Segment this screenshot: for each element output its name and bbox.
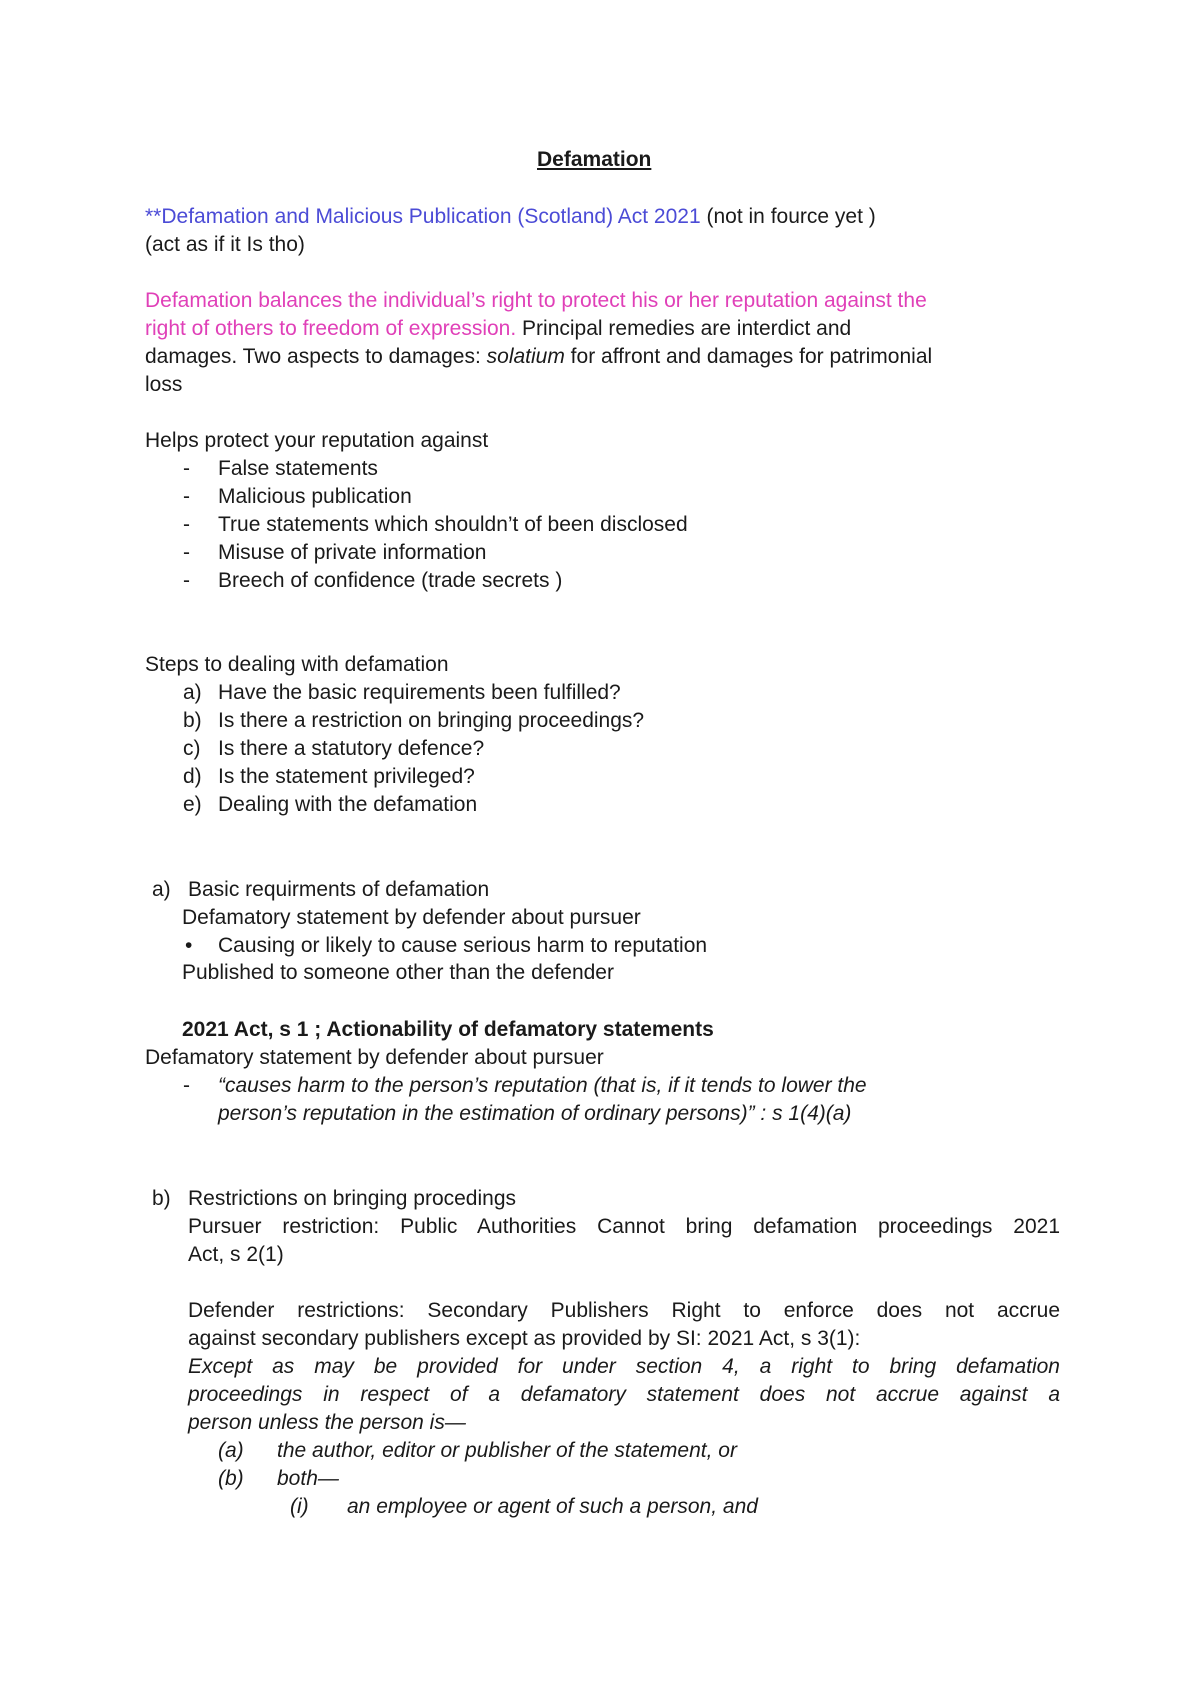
intro-highlight: right of others to freedom of expression. bbox=[145, 317, 517, 340]
intro-remedies: Principal remedies are interdict and bbox=[516, 317, 852, 340]
steps-marker: e) bbox=[183, 793, 202, 816]
steps-item: Is there a restriction on bringing proceedings? bbox=[218, 709, 645, 732]
protect-bullet: - bbox=[183, 513, 190, 536]
section-a-bullet-text: Causing or likely to cause serious harm to reputation bbox=[218, 934, 708, 957]
act-s1-quote-2: person’s reputation in the estimation of ordinary persons)” : s 1(4)(a) bbox=[218, 1102, 852, 1125]
steps-marker: c) bbox=[183, 737, 201, 760]
page-title: Defamation bbox=[537, 148, 652, 171]
intro-line-1: Defamation balances the individual’s right to protect his or her reputation against the bbox=[145, 289, 927, 312]
intro-solatium: solatium bbox=[486, 345, 565, 368]
steps-heading: Steps to dealing with defamation bbox=[145, 653, 449, 676]
protect-bullet: - bbox=[183, 457, 190, 480]
steps-item: Dealing with the defamation bbox=[218, 793, 478, 816]
act-s1-heading: 2021 Act, s 1 ; Actionability of defamatory statements bbox=[182, 1018, 714, 1041]
intro-line-4: loss bbox=[145, 373, 183, 396]
act-s1-dash: - bbox=[183, 1074, 190, 1097]
steps-item: Have the basic requirements been fulfilled? bbox=[218, 681, 621, 704]
act-reference-link-text: **Defamation and Malicious Publication (Scotland) Act 2021 bbox=[145, 205, 701, 228]
section-b-quote-2: proceedings in respect of a defamatory statement does not accrue against a bbox=[188, 1383, 1060, 1406]
section-a-heading: Basic requirments of defamation bbox=[188, 878, 490, 901]
section-b-quote-3: person unless the person is— bbox=[188, 1411, 466, 1434]
act-s1-line-1: Defamatory statement by defender about pursuer bbox=[145, 1046, 604, 1069]
steps-item: Is there a statutory defence? bbox=[218, 737, 485, 760]
section-a-line-3: Published to someone other than the defender bbox=[182, 961, 614, 984]
protect-item: False statements bbox=[218, 457, 378, 480]
steps-marker: d) bbox=[183, 765, 202, 788]
protect-item: Misuse of private information bbox=[218, 541, 487, 564]
protect-item: Breech of confidence (trade secrets ) bbox=[218, 569, 563, 592]
act-note: (act as if it Is tho) bbox=[145, 233, 305, 256]
section-b-defender-2: against secondary publishers except as provided by SI: 2021 Act, s 3(1): bbox=[188, 1327, 861, 1350]
protect-bullet: - bbox=[183, 485, 190, 508]
section-a-line-1: Defamatory statement by defender about pursuer bbox=[182, 906, 641, 929]
act-reference-line bbox=[145, 206, 876, 227]
section-b-sub-item: both— bbox=[277, 1467, 339, 1490]
section-b-quote-1: Except as may be provided for under section 4, a right to bring defamation bbox=[188, 1355, 1060, 1378]
section-b-pursuer-2: Act, s 2(1) bbox=[188, 1243, 284, 1266]
protect-bullet: - bbox=[183, 569, 190, 592]
section-a-marker: a) bbox=[152, 878, 171, 901]
intro-damages-text: damages. Two aspects to damages: bbox=[145, 345, 487, 368]
act-s1-quote-1: “causes harm to the person’s reputation (that is, if it tends to lower the bbox=[218, 1074, 867, 1097]
section-b-subsub-marker: (i) bbox=[290, 1495, 309, 1518]
section-b-marker: b) bbox=[152, 1187, 171, 1210]
section-b-sub-marker: (a) bbox=[218, 1439, 244, 1462]
intro-damages-rest: for affront and damages for patrimonial bbox=[564, 345, 933, 368]
section-b-sub-marker: (b) bbox=[218, 1467, 244, 1490]
section-b-heading: Restrictions on bringing procedings bbox=[188, 1187, 517, 1210]
section-b-sub-item: the author, editor or publisher of the statement, or bbox=[277, 1439, 737, 1462]
steps-item: Is the statement privileged? bbox=[218, 765, 475, 788]
act-reference-note: (not in fource yet ) bbox=[700, 205, 876, 228]
protect-bullet: - bbox=[183, 541, 190, 564]
protect-item: True statements which shouldn’t of been disclosed bbox=[218, 513, 688, 536]
steps-marker: a) bbox=[183, 681, 202, 704]
section-b-subsub-item: an employee or agent of such a person, and bbox=[347, 1495, 758, 1518]
section-a-bullet: • bbox=[185, 934, 193, 957]
intro-line-3 bbox=[145, 346, 932, 367]
protect-item: Malicious publication bbox=[218, 485, 412, 508]
steps-marker: b) bbox=[183, 709, 202, 732]
section-b-defender-1: Defender restrictions: Secondary Publishers Right to enforce does not accrue bbox=[188, 1299, 1060, 1322]
intro-line-2 bbox=[145, 318, 851, 339]
section-b-pursuer-1: Pursuer restriction: Public Authorities Cannot bring defamation proceedings 2021 bbox=[188, 1215, 1060, 1238]
protect-heading: Helps protect your reputation against bbox=[145, 429, 489, 452]
